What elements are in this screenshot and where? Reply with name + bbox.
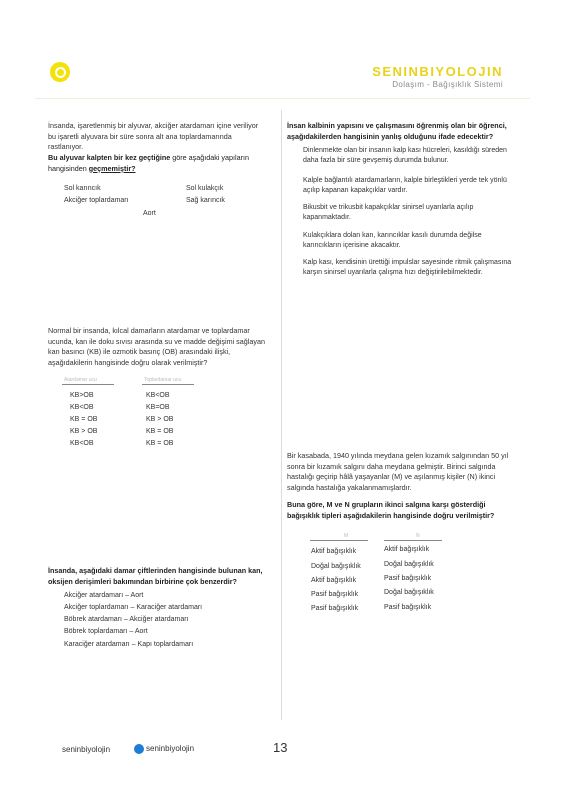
q1-intro: İnsanda, işaretlenmiş bir alyuvar, akciğer atardamarı içine veriliyor bu işaretli alyuvara bir süre sonra alt ana toplardamarında rastlanıyor.	[48, 121, 259, 152]
q1-option-b: Akciğer toplardamarı	[64, 197, 129, 204]
q2-row-d-col2: KB = OB	[146, 428, 174, 435]
q5-row-e-m: Pasif bağışıklık	[311, 605, 359, 612]
footer-brand-right: seninbiyolojin	[146, 744, 195, 754]
q2-row-c-col2: KB > OB	[146, 416, 174, 423]
q2-row-e-col2: KB = OB	[146, 440, 174, 447]
q1-option-e: Aort	[143, 210, 156, 217]
youtube-icon	[134, 744, 144, 754]
q5-row-d-m: Pasif bağışıklık	[311, 591, 359, 598]
q2-row-b-col1: KB<OB	[70, 404, 94, 411]
q5-table-rule-m	[310, 540, 368, 541]
q4-question: İnsan kalbinin yapısını ve çalışmasını öğrenmiş olan bir öğrenci, aşağıdakilerden hangisinin yanlış olduğunu ifade edecektir?	[287, 121, 507, 141]
q5-question: Buna göre, M ve N grupların ikinci salgına karşı gösterdiği bağışıklık tipleri aşağıdakilerin hangisinde doğru verilmiştir?	[287, 500, 495, 520]
q5-row-c-m: Aktif bağışıklık	[311, 577, 357, 584]
header-divider	[35, 98, 530, 99]
brand-subtitle: Dolaşım - Bağışıklık Sistemi	[392, 80, 503, 89]
q1-question: Bu alyuvar kalpten bir kez geçtiğine göre aşağıdaki yapıların hangisinden geçmemiştir?	[48, 153, 249, 173]
column-divider	[281, 110, 282, 720]
q2-row-c-col1: KB = OB	[70, 416, 98, 423]
q2-intro: Normal bir insanda, kılcal damarların atardamar ve toplardamar ucunda, kan ile doku sıvısı arasında su ve madde değişimi sağlayan kan basıncı (KB) ile ozmotik basınç (OB) arasındaki ilişki, aşağıdakilerin hangisinde doğru olarak verilmiştir?	[48, 326, 265, 367]
q5-col-m-header: M	[344, 533, 349, 539]
q5-row-a-n: Aktif bağışıklık	[384, 546, 430, 553]
q2-row-b-col2: KB=OB	[146, 404, 170, 411]
q2-row-e-col1: KB<OB	[70, 440, 94, 447]
q3-option-c: Böbrek atardamarı – Akciğer atardamarı	[64, 616, 189, 623]
q2-col-b-header: Toplardamar ucu	[144, 377, 182, 383]
q5-col-n-header: N	[416, 533, 420, 539]
q2-table-rule-a	[62, 384, 114, 385]
q1-option-a: Sol karıncık	[64, 185, 101, 192]
q5-row-d-n: Doğal bağışıklık	[384, 589, 434, 596]
q2-col-a-header: Atardamar ucu	[64, 377, 97, 383]
q4-option-c: Bikusbit ve trikusbit kapakçıklar sinirsel uyarılarla açılıp kapanmaktadır.	[303, 204, 474, 221]
q4-option-d: Kulakçıklara dolan kan, karıncıklar kasılı durumda değilse karıncıkların içerisine akacaktır.	[303, 232, 482, 249]
q3-option-a: Akciğer atardamarı – Aort	[64, 592, 144, 599]
q3-option-d: Böbrek toplardamarı – Aort	[64, 628, 148, 635]
q3-option-b: Akciğer toplardamarı – Karaciğer atardamarı	[64, 604, 203, 611]
footer-youtube	[134, 744, 194, 754]
q5-table-rule-n	[384, 540, 442, 541]
q5-row-e-n: Pasif bağışıklık	[384, 604, 432, 611]
q5-row-b-m: Doğal bağışıklık	[311, 563, 361, 570]
q5-row-a-m: Aktif bağışıklık	[311, 548, 357, 555]
q3-option-e: Karaciğer atardamarı – Kapı toplardamarı	[64, 641, 194, 648]
q4-option-e: Kalp kası, kendisinin ürettiği impulslar sayesinde ritmik çalışmasına karşın sinirsel uyarılarla çalışma hızı değiştirilebilmektedir.	[303, 259, 512, 276]
q2-row-a-col2: KB<OB	[146, 392, 170, 399]
q5-row-c-n: Pasif bağışıklık	[384, 575, 432, 582]
q2-row-d-col1: KB > OB	[70, 428, 98, 435]
q5-intro: Bir kasabada, 1940 yılında meydana gelen kızamık salgınından 50 yıl sonra bir kızamık salgını daha meydana gelmiştir. Birinci salgında hastalığı geçirip hâlâ yaşayanlar (M) ve aşılanmış kişiler (N) ikinci salgında hastalığa yakalanmamışlardır.	[287, 451, 509, 492]
q1-option-c: Sol kulakçık	[186, 185, 224, 192]
brand-logo-icon	[50, 62, 70, 82]
q3-question: İnsanda, aşağıdaki damar çiftlerinden hangisinde bulunan kan, oksijen derişimleri bakımından birbirine çok benzerdir?	[48, 566, 263, 586]
page-number: 13	[273, 740, 288, 755]
q4-option-a: Dinlenmekte olan bir insanın kalp kası hücreleri, kasıldığı süreden daha fazla bir süre gevşemiş durumda bulunur.	[303, 147, 507, 164]
q2-row-a-col1: KB>OB	[70, 392, 94, 399]
q5-row-b-n: Doğal bağışıklık	[384, 561, 434, 568]
q1-option-d: Sağ karıncık	[186, 197, 225, 204]
q4-option-b: Kalple bağlantılı atardamarların, kalple birleştikleri yerde tek yönlü açılıp kapanan kapakçıklar vardır.	[303, 177, 507, 194]
brand-title: SENINBIYOLOJIN	[372, 64, 503, 79]
q2-table-rule-b	[142, 384, 194, 385]
footer-brand-left: seninbiyolojin	[62, 745, 111, 754]
